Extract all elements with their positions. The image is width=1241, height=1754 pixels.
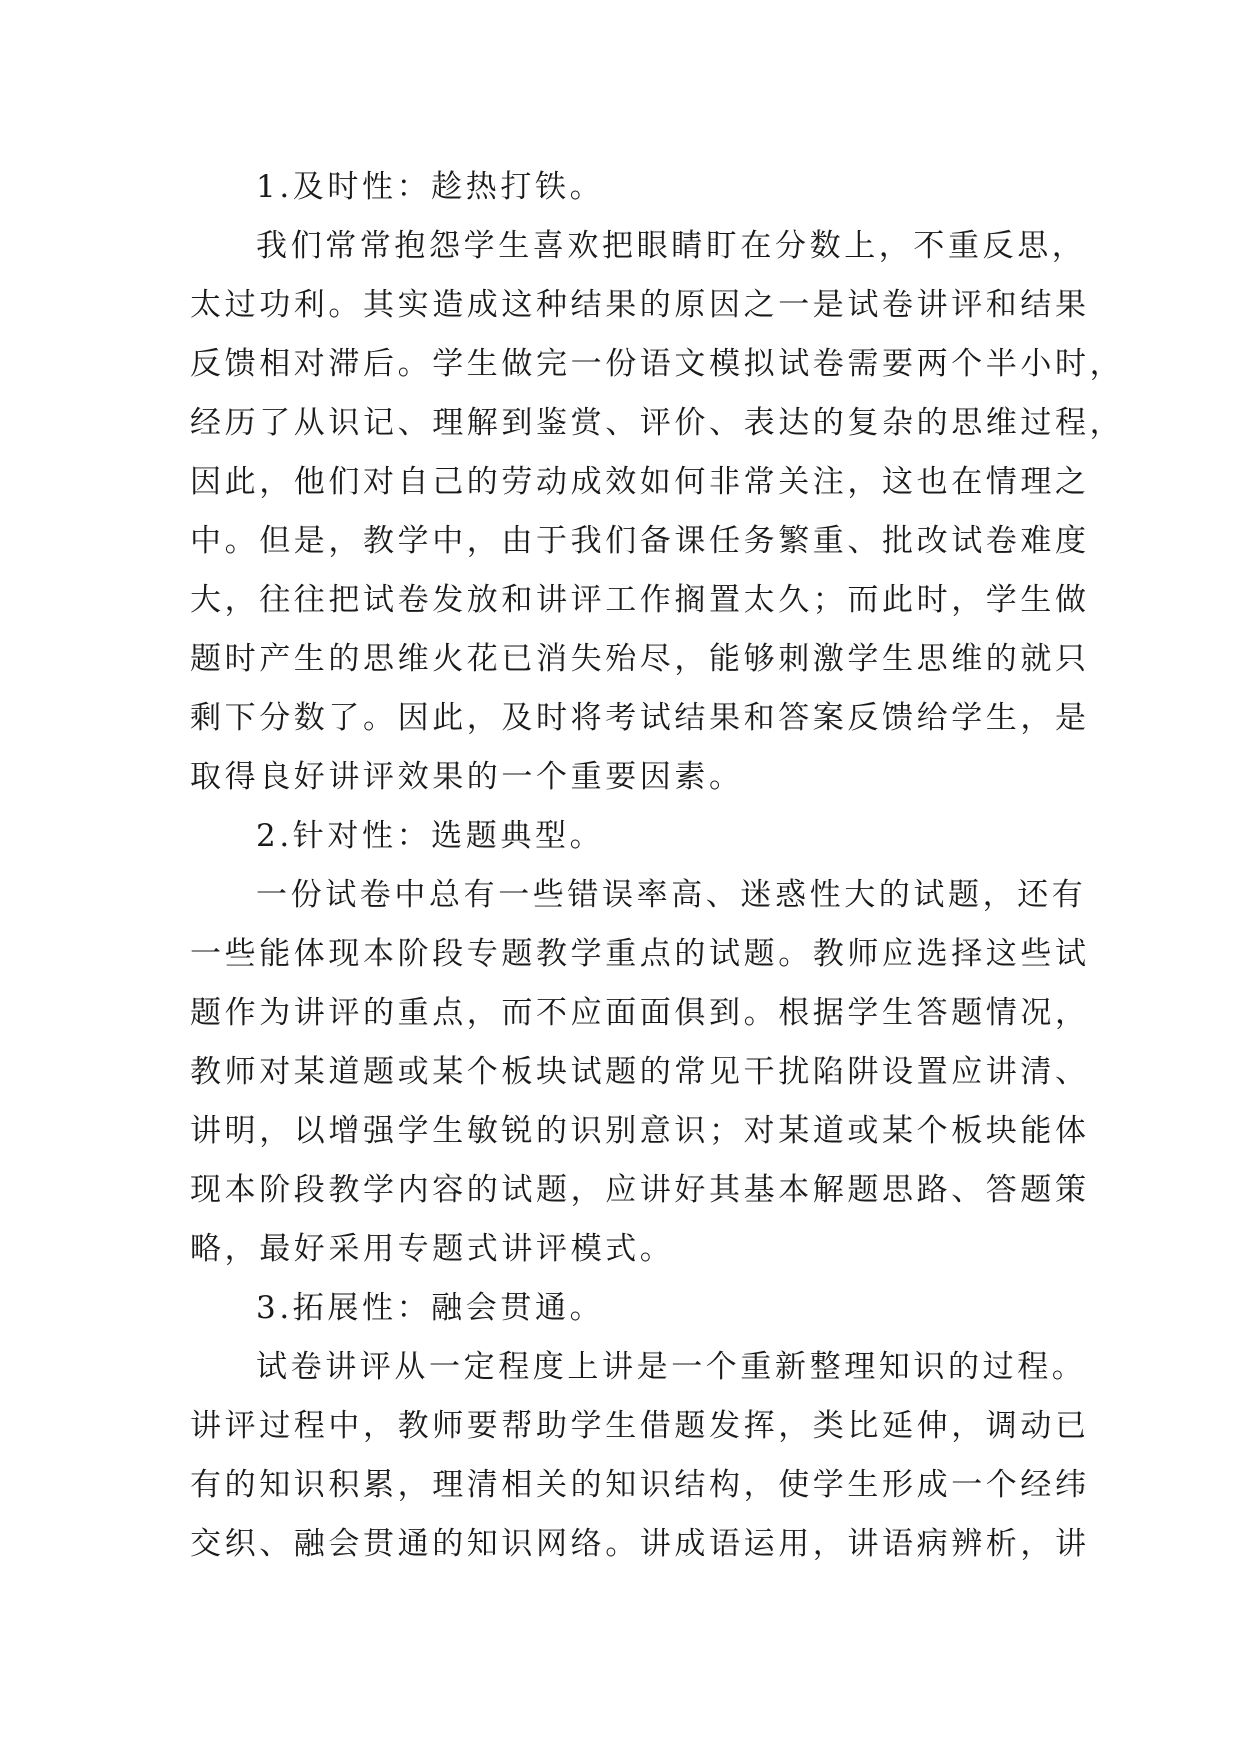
paragraph-line: 题时产生的思维火花已消失殆尽，能够刺激学生思维的就只 — [190, 641, 1090, 677]
paragraph-line: 一份试卷中总有一些错误率高、迷惑性大的试题，还有 — [256, 877, 1087, 913]
document-body — [190, 158, 1125, 1574]
paragraph-line: 讲评过程中，教师要帮助学生借题发挥，类比延伸，调动已 — [190, 1408, 1090, 1444]
paragraph-line: 取得良好讲评效果的一个重要因素。 — [190, 759, 744, 795]
paragraph-line: 现本阶段教学内容的试题，应讲好其基本解题思路、答题策 — [190, 1172, 1090, 1208]
paragraph-line: 因此，他们对自己的劳动成效如何非常关注，这也在情理之 — [190, 464, 1090, 500]
section-heading: 3.拓展性：融会贯通。 — [256, 1290, 605, 1326]
paragraph-line: 剩下分数了。因此，及时将考试结果和答案反馈给学生，是 — [190, 700, 1090, 736]
paragraph-line: 略，最好采用专题式讲评模式。 — [190, 1231, 675, 1267]
paragraph-line: 一些能体现本阶段专题教学重点的试题。教师应选择这些试 — [190, 936, 1090, 972]
paragraph-line: 讲明，以增强学生敏锐的识别意识；对某道或某个板块能体 — [190, 1113, 1090, 1149]
paragraph-line: 大，往往把试卷发放和讲评工作搁置太久；而此时，学生做 — [190, 582, 1090, 618]
paragraph-line: 中。但是，教学中，由于我们备课任务繁重、批改试卷难度 — [190, 523, 1090, 559]
paragraph-line: 教师对某道题或某个板块试题的常见干扰陷阱设置应讲清、 — [190, 1054, 1090, 1090]
paragraph-line: 我们常常抱怨学生喜欢把眼睛盯在分数上，不重反思， — [256, 228, 1087, 264]
section-heading: 1.及时性：趁热打铁。 — [256, 169, 605, 205]
paragraph-line: 太过功利。其实造成这种结果的原因之一是试卷讲评和结果 — [190, 287, 1090, 323]
paragraph-line: 经历了从识记、理解到鉴赏、评价、表达的复杂的思维过程， — [190, 405, 1125, 441]
paragraph-line: 题作为讲评的重点，而不应面面俱到。根据学生答题情况， — [190, 995, 1090, 1031]
paragraph-line: 交织、融会贯通的知识网络。讲成语运用，讲语病辨析，讲 — [190, 1526, 1090, 1562]
paragraph-line: 有的知识积累，理清相关的知识结构，使学生形成一个经纬 — [190, 1467, 1090, 1503]
paragraph-line: 反馈相对滞后。学生做完一份语文模拟试卷需要两个半小时， — [190, 346, 1125, 382]
paragraph-line: 试卷讲评从一定程度上讲是一个重新整理知识的过程。 — [256, 1349, 1087, 1385]
section-heading: 2.针对性：选题典型。 — [256, 818, 605, 854]
